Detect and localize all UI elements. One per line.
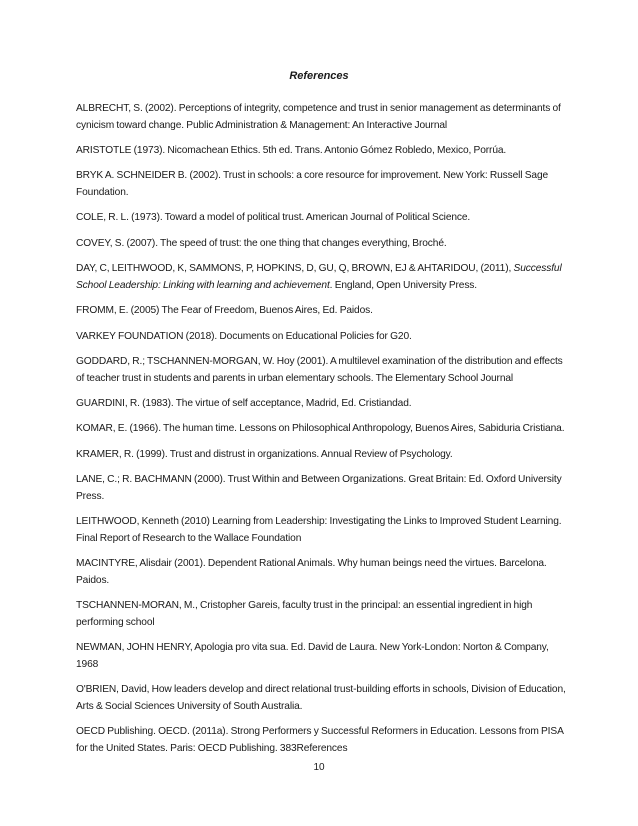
reference-text: . England, Open University Press. <box>329 279 477 291</box>
reference-item: TSCHANNEN-MORAN, M., Cristopher Gareis, faculty trust in the principal: an essential ingredient in high performing school <box>76 600 533 628</box>
reference-item: OECD Publishing. OECD. (2011a). Strong Performers y Successful Reformers in Education. Lessons from PISA for the United States. Paris: OECD Publishing. 383References <box>76 725 564 754</box>
reference-item: KOMAR, E. (1966). The human time. Lessons on Philosophical Anthropology, Buenos Aires, Sabiduria Cristiana. <box>76 423 565 435</box>
reference-item: COVEY, S. (2007). The speed of trust: the one thing that changes everything, Broché. <box>76 237 447 249</box>
reference-item: ALBRECHT, S. (2002). Perceptions of integrity, competence and trust in senior management as determinants of cynicism toward change. Public Administration & Management: An Interactive Journal <box>76 103 561 131</box>
reference-item: COLE, R. L. (1973). Toward a model of political trust. American Journal of Political Science. <box>76 212 471 224</box>
reference-item: ARISTOTLE (1973). Nicomachean Ethics. 5th ed. Trans. Antonio Gómez Robledo, Mexico, Porrúa. <box>76 144 507 156</box>
reference-item: BRYK A. SCHNEIDER B. (2002). Trust in schools: a core resource for improvement. New York: Russell Sage Foundation. <box>76 170 549 198</box>
reference-list <box>76 101 568 766</box>
page-number: 10 <box>313 762 325 773</box>
reference-item: O'BRIEN, David, How leaders develop and direct relational trust-building efforts in schools, Division of Education, Arts & Social Sciences University of South Australia. <box>76 683 566 712</box>
reference-item: VARKEY FOUNDATION (2018). Documents on Educational Policies for G20. <box>76 330 412 342</box>
reference-item: GUARDINI, R. (1983). The virtue of self acceptance, Madrid, Ed. Cristiandad. <box>76 397 412 409</box>
reference-item: LANE, C.; R. BACHMANN (2000). Trust Within and Between Organizations. Great Britain: Ed. Oxford University Press. <box>76 474 562 502</box>
references-heading: References <box>289 70 349 82</box>
reference-item <box>76 261 568 294</box>
reference-item: FROMM, E. (2005) The Fear of Freedom, Buenos Aires, Ed. Paidos. <box>76 305 373 317</box>
reference-text: DAY, C, LEITHWOOD, K, SAMMONS, P, HOPKINS, D, GU, Q, BROWN, EJ & AHTARIDOU, (2011), <box>76 263 514 275</box>
reference-item: NEWMAN, JOHN HENRY, Apologia pro vita sua. Ed. David de Laura. New York-London: Norton & Company, 1968 <box>76 642 549 670</box>
reference-item: KRAMER, R. (1999). Trust and distrust in organizations. Annual Review of Psychology. <box>76 448 453 460</box>
reference-item: MACINTYRE, Alisdair (2001). Dependent Rational Animals. Why human beings need the virtues. Barcelona. Paidos. <box>76 558 547 586</box>
reference-title-italic: Successful School Leadership: Linking with learning and achievement <box>76 263 562 291</box>
reference-item: LEITHWOOD, Kenneth (2010) Learning from Leadership: Investigating the Links to Improved Student Learning. Final Report of Research to the Wallace Foundation <box>76 516 562 544</box>
reference-item: GODDARD, R.; TSCHANNEN-MORGAN, W. Hoy (2001). A multilevel examination of the distribution and effects of teacher trust in students and parents in urban elementary schools. The Elementary School Journal <box>76 355 563 384</box>
